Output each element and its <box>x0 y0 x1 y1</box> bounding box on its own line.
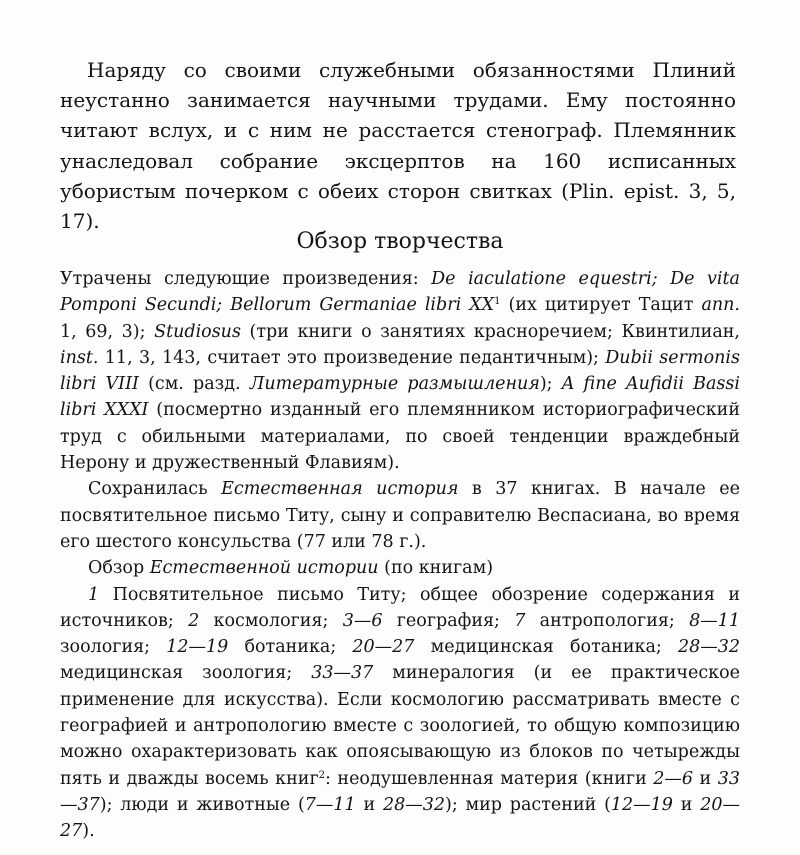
book-number: 33—37 <box>60 768 741 815</box>
survived-paragraph <box>60 476 740 555</box>
text-run: (три книги о занятиях красноречием; Квинтилиан, <box>240 321 740 342</box>
book-number: 2 <box>188 610 200 631</box>
text-run: ботаника; <box>228 637 353 658</box>
text-run: космология; <box>199 610 343 631</box>
text-run: зоология; <box>60 637 167 658</box>
book-number: 28—32 <box>677 637 740 658</box>
latin-abbrev: ann. <box>701 295 740 316</box>
latin-title: A fine Aufidii Bassi libri XXXI <box>60 374 740 421</box>
text-run: ); люди и животные ( <box>99 794 305 815</box>
text-run: ); мир растений ( <box>445 794 611 815</box>
overview-line <box>60 555 740 581</box>
section-heading: Обзор творчества <box>296 229 504 254</box>
footnote-mark: 1 <box>494 296 501 308</box>
book-number: 12—19 <box>610 794 673 815</box>
book-number: 33—37 <box>311 663 374 684</box>
text-run: медицинская зоология; <box>60 663 312 684</box>
book-number: 7—11 <box>304 794 356 815</box>
text-run: (их цитирует Тацит <box>500 295 702 316</box>
section-body <box>60 266 740 845</box>
text-run: Посвятительное письмо Титу; общее обозрение содержания и источников; <box>60 584 740 631</box>
intro-paragraph <box>60 55 736 236</box>
latin-title: Dubii sermonis libri VIII <box>60 347 740 395</box>
text-run: (по книгам) <box>378 558 494 579</box>
text-run: и <box>355 794 383 815</box>
book-number: 28—32 <box>382 794 445 815</box>
text-run: ). <box>82 821 95 842</box>
book-number: 20—27 <box>60 794 740 842</box>
book-number: 12—19 <box>166 637 229 658</box>
book-number: 8—11 <box>689 610 740 631</box>
lost-works-paragraph <box>60 266 740 476</box>
footnote-mark: 2 <box>318 769 325 781</box>
text-run: 11, 3, 143, считает это произведение педантичным); <box>98 347 606 368</box>
text-run: Обзор <box>88 558 150 579</box>
latin-title: De iaculatione equestri; De vita Pomponi Secundi; Bellorum Germaniae libri XX <box>60 269 740 316</box>
text-run: география; <box>382 610 515 631</box>
work-title: Естественная история <box>221 479 459 500</box>
books-paragraph <box>60 582 740 845</box>
text-run: (посмертно изданный его племянником историографический труд с обильными материалами, по своей тенденции враждебный Нерону и дружественный Флавиям). <box>60 400 740 474</box>
latin-abbrev: inst. <box>60 347 99 368</box>
intro-text: Наряду со своими служебными обязанностями Плиний неустанно занимается научными трудами. Ему постоянно читают вслух, и с ним не расстается стенограф. Племянник унаследовал собрание эксцерптов на 160 исписанных убористым почерком с обеих сторон свитках (Plin. epist. 3, 5, 17). <box>60 58 736 234</box>
book-number: 3—6 <box>342 610 383 631</box>
text-run: Утрачены следующие произведения: <box>60 269 432 289</box>
text-run: медицинская ботаника; <box>414 637 678 658</box>
text-run: : неодушевленная материя (книги <box>325 768 654 789</box>
latin-title: Studiosus <box>154 321 241 342</box>
text-run: ); <box>539 374 562 395</box>
text-run: Сохранилась <box>88 479 222 500</box>
section-reference: Литературные размышления <box>249 374 540 395</box>
text-run: в 37 книгах. В начале ее посвятительное письмо Титу, сыну и соправителю Веспасиана, во время его шестого консульства (77 или 78 г.). <box>60 479 740 552</box>
book-number: 7 <box>514 610 526 631</box>
text-run: 1, 69, 3); <box>60 321 155 342</box>
text-run: минералогия (и ее практическое применение для искусства). Если космологию рассматривать вместе с географией и антропологию вместе с зоологией, то общую композицию можно охарактеризовать как опоясывающую из блоков по четырежды пять и дважды восемь книг <box>60 663 740 789</box>
text-run: (см. разд. <box>138 374 250 395</box>
text-run: антропология; <box>525 610 690 631</box>
work-title: Естественной истории <box>149 558 379 579</box>
book-number: 2—6 <box>653 768 694 789</box>
book-number: 20—27 <box>352 637 415 658</box>
text-run: и <box>672 794 701 815</box>
book-number: 1 <box>88 584 100 605</box>
text-run: и <box>693 768 718 789</box>
